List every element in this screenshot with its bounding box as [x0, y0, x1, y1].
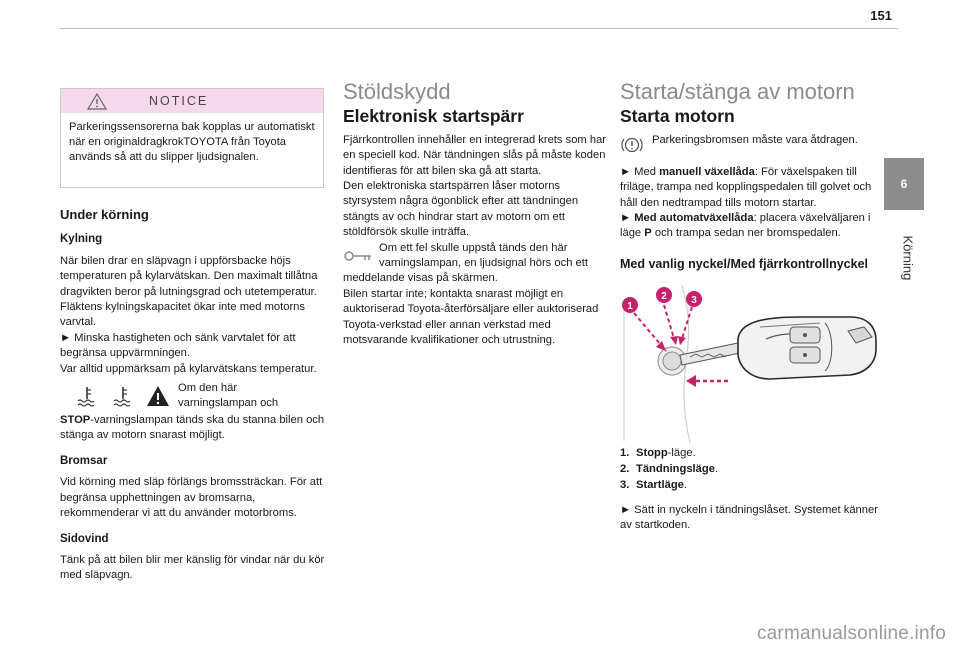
kylning-note: Var alltid uppmärksam på kylarvätskans temperatur.	[60, 362, 317, 375]
sidovind-text: Tänk på att bilen blir mer känslig för vindar när du kör med släpvagn.	[60, 553, 325, 582]
warning-lamp-row	[60, 381, 330, 413]
ignition-positions-list	[620, 445, 882, 493]
kylning-heading: Kylning	[60, 233, 103, 246]
chapter-label	[892, 235, 922, 302]
key-warning-a: Om ett fel skulle uppstå tänds den här	[379, 241, 568, 254]
stop-label: STOP	[60, 414, 91, 427]
bromsar-heading: Bromsar	[60, 454, 108, 467]
middle-column	[343, 79, 613, 349]
callout-1: 1	[627, 300, 633, 312]
starta-motorn-heading: Starta motorn	[620, 106, 735, 127]
stop-warning-icon	[146, 385, 170, 407]
stop-rest: -varningslampan tänds ska du stanna bilen och stänga av motorn snarast möjligt.	[60, 414, 325, 442]
right-column	[620, 79, 882, 534]
bromsar-text: Vid körning med släp förlängs bromssträckan. För att begränsa upphettningen av bromsarna, rekommenderar vi att du använder motorbroms.	[60, 476, 323, 520]
header-rule	[60, 28, 898, 29]
stop-warning-text	[60, 413, 330, 444]
coolant-temp-icon	[76, 385, 98, 407]
key-warning-b: varningslampan, en ljudsignal hörs och ett meddelande visas på skärmen.	[343, 257, 588, 285]
startsparr-p4: Bilen startar inte; kontakta snarast möjligt en auktoriserad Toyota-återförsäljare eller auktoriserad Toyota-verkstad eller annan verkstad med motsvarande kvalifikationer och utrustning.	[343, 287, 599, 347]
key-warning-row	[343, 241, 613, 256]
notice-header	[61, 89, 323, 113]
list-item: 2. Tändningsläge.	[620, 462, 719, 475]
chapter-tab[interactable]: 6	[884, 158, 924, 210]
notice-title: NOTICE	[149, 94, 209, 108]
stoldskydd-title: Stöldskydd	[343, 79, 451, 104]
warning-line-a: Om den här	[178, 382, 238, 395]
chapter-title: Körning	[900, 235, 916, 281]
left-column	[60, 207, 330, 584]
auto-gearbox-text: ► Med automatväxellåda: placera växelväljaren i läge P och trampa sedan ner bromspedalen.	[620, 212, 871, 240]
key-icon	[343, 249, 373, 263]
nyckel-heading: Med vanlig nyckel/Med fjärrkontrollnyckel	[620, 256, 868, 271]
notice-box	[60, 88, 324, 188]
under-korning-heading: Under körning	[60, 207, 149, 222]
kylning-text: När bilen drar en släpvagn i uppförsbacke höjs temperaturen på kylarvätskan. Den maximalt tillåtna dragvikten beror på lutningsgrad och utetemperatur. Fläktens kylningskapacitet ökar inte med motorns varvtal.	[60, 254, 318, 329]
watermark: carmanualsonline.info	[756, 623, 946, 644]
parking-brake-text: Parkeringsbromsen måste vara åtdragen.	[652, 133, 858, 146]
parking-brake-note	[620, 133, 882, 157]
callout-3: 3	[691, 294, 697, 306]
manual-gearbox-text: ► Med manuell växellåda: För växelspaken till friläge, trampa ned kopplingspedalen till golvet och håll den nedtrampad tills motorn startar.	[620, 165, 872, 209]
list-item: 3. Startläge.	[620, 478, 687, 491]
page-number: 151	[870, 8, 892, 23]
startsparr-p2: Den elektroniska startspärren låser motorns styrsystem några ögonblick efter att tändningen stängts av och hindrar start av motorn om ett stöldförsök skulle inträffa.	[343, 180, 579, 239]
insert-key-text: ► Sätt in nyckeln i tändningslåset. Systemet känner av startkoden.	[620, 503, 878, 532]
warning-triangle-icon	[87, 93, 107, 110]
warning-line-b: varningslampan och	[178, 397, 279, 410]
callout-2: 2	[661, 290, 667, 302]
coolant-level-icon	[112, 385, 134, 407]
parking-brake-icon	[620, 135, 644, 155]
notice-text: Parkeringssensorerna bak kopplas ur automatiskt när en originaldragkrokTOYOTA från Toyota används så att du slipper ljudsignalen.	[69, 121, 315, 163]
startsparr-heading: Elektronisk startspärr	[343, 106, 524, 127]
starta-stanga-title: Starta/stänga av motorn	[620, 79, 855, 104]
kylning-bullet: ► Minska hastigheten och sänk varvtalet för att begränsa uppvärmningen.	[60, 331, 296, 360]
warning-text	[178, 381, 330, 412]
sidovind-heading: Sidovind	[60, 532, 109, 545]
list-item: 1. Stopp-läge.	[620, 446, 696, 459]
ignition-key-illustration	[620, 283, 882, 443]
startsparr-p1: Fjärrkontrollen innehåller en integrerad krets som har en speciell kod. När tändningen slås på måste koden identifieras för att bilen ska gå att starta.	[343, 133, 607, 177]
